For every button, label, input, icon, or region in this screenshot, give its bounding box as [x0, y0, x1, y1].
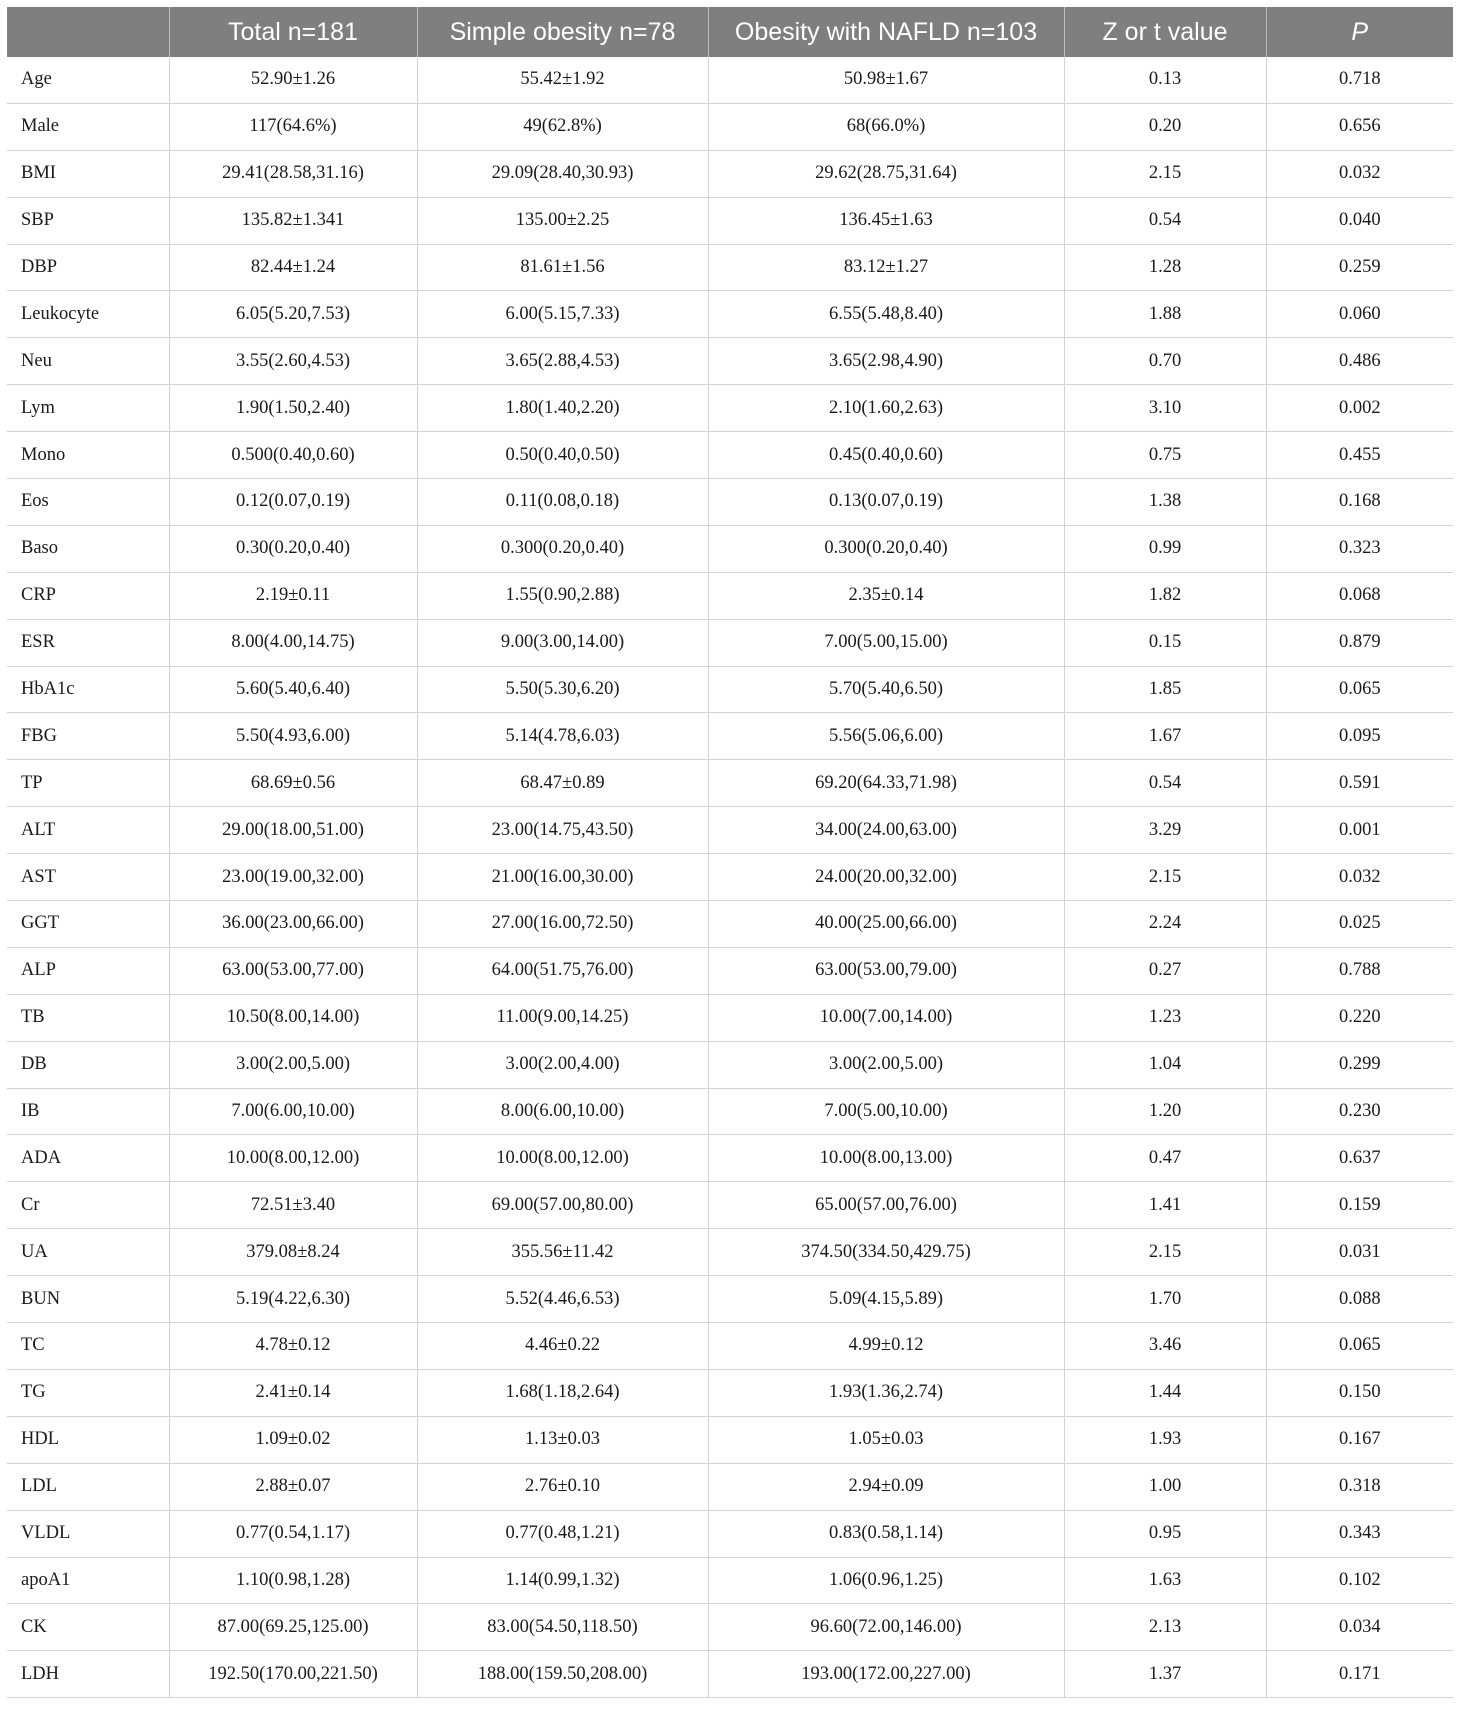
- cell-z-or-t-value: 1.28: [1064, 244, 1266, 291]
- cell-p-value: 0.230: [1266, 1088, 1453, 1135]
- table-row: [7, 572, 1453, 619]
- cell-variable: GGT: [7, 901, 169, 948]
- cell-p-value: 0.323: [1266, 525, 1453, 572]
- cell-z-or-t-value: 2.15: [1064, 854, 1266, 901]
- cell-obesity-nafld: 0.13(0.07,0.19): [708, 479, 1064, 526]
- cell-variable: SBP: [7, 197, 169, 244]
- table-row: [7, 338, 1453, 385]
- clinical-characteristics-table: [7, 7, 1453, 1698]
- cell-variable: UA: [7, 1229, 169, 1276]
- cell-variable: BMI: [7, 150, 169, 197]
- cell-variable: Male: [7, 103, 169, 150]
- cell-variable: Neu: [7, 338, 169, 385]
- table-row: [7, 1604, 1453, 1651]
- cell-p-value: 0.025: [1266, 901, 1453, 948]
- table-row: [7, 713, 1453, 760]
- cell-z-or-t-value: 1.67: [1064, 713, 1266, 760]
- table-row: [7, 150, 1453, 197]
- cell-simple-obesity: 5.52(4.46,6.53): [417, 1276, 708, 1323]
- cell-p-value: 0.591: [1266, 760, 1453, 807]
- cell-obesity-nafld: 7.00(5.00,15.00): [708, 619, 1064, 666]
- table-row: [7, 1088, 1453, 1135]
- header-variable: [7, 7, 169, 57]
- cell-total: 8.00(4.00,14.75): [169, 619, 417, 666]
- cell-simple-obesity: 29.09(28.40,30.93): [417, 150, 708, 197]
- cell-simple-obesity: 49(62.8%): [417, 103, 708, 150]
- header-total: Total n=181: [169, 7, 417, 57]
- cell-simple-obesity: 23.00(14.75,43.50): [417, 807, 708, 854]
- cell-obesity-nafld: 68(66.0%): [708, 103, 1064, 150]
- cell-total: 4.78±0.12: [169, 1323, 417, 1370]
- cell-z-or-t-value: 1.04: [1064, 1041, 1266, 1088]
- cell-simple-obesity: 2.76±0.10: [417, 1463, 708, 1510]
- cell-total: 0.30(0.20,0.40): [169, 525, 417, 572]
- table-row: [7, 291, 1453, 338]
- cell-p-value: 0.032: [1266, 854, 1453, 901]
- cell-total: 23.00(19.00,32.00): [169, 854, 417, 901]
- cell-obesity-nafld: 10.00(8.00,13.00): [708, 1135, 1064, 1182]
- cell-obesity-nafld: 7.00(5.00,10.00): [708, 1088, 1064, 1135]
- cell-obesity-nafld: 96.60(72.00,146.00): [708, 1604, 1064, 1651]
- cell-z-or-t-value: 0.95: [1064, 1510, 1266, 1557]
- cell-obesity-nafld: 0.45(0.40,0.60): [708, 432, 1064, 479]
- cell-obesity-nafld: 3.65(2.98,4.90): [708, 338, 1064, 385]
- cell-p-value: 0.259: [1266, 244, 1453, 291]
- cell-p-value: 0.001: [1266, 807, 1453, 854]
- cell-simple-obesity: 8.00(6.00,10.00): [417, 1088, 708, 1135]
- cell-obesity-nafld: 50.98±1.67: [708, 57, 1064, 103]
- cell-simple-obesity: 1.14(0.99,1.32): [417, 1557, 708, 1604]
- cell-total: 0.77(0.54,1.17): [169, 1510, 417, 1557]
- table-row: [7, 244, 1453, 291]
- cell-obesity-nafld: 34.00(24.00,63.00): [708, 807, 1064, 854]
- cell-obesity-nafld: 2.94±0.09: [708, 1463, 1064, 1510]
- cell-obesity-nafld: 374.50(334.50,429.75): [708, 1229, 1064, 1276]
- cell-variable: TC: [7, 1323, 169, 1370]
- table-row: [7, 525, 1453, 572]
- cell-obesity-nafld: 1.06(0.96,1.25): [708, 1557, 1064, 1604]
- cell-simple-obesity: 0.50(0.40,0.50): [417, 432, 708, 479]
- cell-simple-obesity: 135.00±2.25: [417, 197, 708, 244]
- cell-z-or-t-value: 2.13: [1064, 1604, 1266, 1651]
- cell-simple-obesity: 11.00(9.00,14.25): [417, 994, 708, 1041]
- cell-z-or-t-value: 1.85: [1064, 666, 1266, 713]
- table-row: [7, 1416, 1453, 1463]
- cell-total: 29.00(18.00,51.00): [169, 807, 417, 854]
- cell-obesity-nafld: 2.35±0.14: [708, 572, 1064, 619]
- cell-p-value: 0.171: [1266, 1651, 1453, 1698]
- table-row: [7, 666, 1453, 713]
- table-row: [7, 103, 1453, 150]
- cell-obesity-nafld: 65.00(57.00,76.00): [708, 1182, 1064, 1229]
- cell-obesity-nafld: 0.300(0.20,0.40): [708, 525, 1064, 572]
- cell-variable: ESR: [7, 619, 169, 666]
- cell-obesity-nafld: 29.62(28.75,31.64): [708, 150, 1064, 197]
- cell-obesity-nafld: 10.00(7.00,14.00): [708, 994, 1064, 1041]
- cell-z-or-t-value: 1.70: [1064, 1276, 1266, 1323]
- cell-p-value: 0.150: [1266, 1369, 1453, 1416]
- cell-z-or-t-value: 1.41: [1064, 1182, 1266, 1229]
- cell-simple-obesity: 9.00(3.00,14.00): [417, 619, 708, 666]
- cell-variable: Eos: [7, 479, 169, 526]
- table-row: [7, 1463, 1453, 1510]
- table-row: [7, 57, 1453, 103]
- cell-variable: DBP: [7, 244, 169, 291]
- cell-p-value: 0.088: [1266, 1276, 1453, 1323]
- cell-p-value: 0.040: [1266, 197, 1453, 244]
- cell-variable: CRP: [7, 572, 169, 619]
- cell-simple-obesity: 55.42±1.92: [417, 57, 708, 103]
- table-row: [7, 1229, 1453, 1276]
- table-row: [7, 1323, 1453, 1370]
- cell-p-value: 0.167: [1266, 1416, 1453, 1463]
- cell-p-value: 0.031: [1266, 1229, 1453, 1276]
- cell-z-or-t-value: 1.88: [1064, 291, 1266, 338]
- table-row: [7, 479, 1453, 526]
- cell-z-or-t-value: 1.38: [1064, 479, 1266, 526]
- cell-total: 192.50(170.00,221.50): [169, 1651, 417, 1698]
- cell-p-value: 0.343: [1266, 1510, 1453, 1557]
- cell-variable: ADA: [7, 1135, 169, 1182]
- cell-total: 68.69±0.56: [169, 760, 417, 807]
- cell-total: 52.90±1.26: [169, 57, 417, 103]
- cell-p-value: 0.034: [1266, 1604, 1453, 1651]
- cell-total: 1.10(0.98,1.28): [169, 1557, 417, 1604]
- cell-variable: ALP: [7, 947, 169, 994]
- header-row: [7, 7, 1453, 57]
- cell-z-or-t-value: 1.63: [1064, 1557, 1266, 1604]
- cell-total: 1.90(1.50,2.40): [169, 385, 417, 432]
- cell-p-value: 0.068: [1266, 572, 1453, 619]
- cell-variable: LDL: [7, 1463, 169, 1510]
- cell-p-value: 0.102: [1266, 1557, 1453, 1604]
- cell-simple-obesity: 3.65(2.88,4.53): [417, 338, 708, 385]
- cell-obesity-nafld: 40.00(25.00,66.00): [708, 901, 1064, 948]
- cell-simple-obesity: 1.55(0.90,2.88): [417, 572, 708, 619]
- cell-total: 3.55(2.60,4.53): [169, 338, 417, 385]
- cell-z-or-t-value: 0.13: [1064, 57, 1266, 103]
- cell-variable: ALT: [7, 807, 169, 854]
- table-row: [7, 1651, 1453, 1698]
- cell-z-or-t-value: 0.54: [1064, 760, 1266, 807]
- table-row: [7, 760, 1453, 807]
- cell-total: 2.88±0.07: [169, 1463, 417, 1510]
- header-z-or-t-value: Z or t value: [1064, 7, 1266, 57]
- cell-total: 63.00(53.00,77.00): [169, 947, 417, 994]
- cell-z-or-t-value: 0.20: [1064, 103, 1266, 150]
- cell-z-or-t-value: 0.54: [1064, 197, 1266, 244]
- cell-total: 135.82±1.341: [169, 197, 417, 244]
- cell-obesity-nafld: 0.83(0.58,1.14): [708, 1510, 1064, 1557]
- cell-p-value: 0.002: [1266, 385, 1453, 432]
- cell-p-value: 0.637: [1266, 1135, 1453, 1182]
- cell-simple-obesity: 68.47±0.89: [417, 760, 708, 807]
- cell-total: 117(64.6%): [169, 103, 417, 150]
- cell-p-value: 0.095: [1266, 713, 1453, 760]
- cell-obesity-nafld: 63.00(53.00,79.00): [708, 947, 1064, 994]
- cell-obesity-nafld: 1.05±0.03: [708, 1416, 1064, 1463]
- cell-z-or-t-value: 1.00: [1064, 1463, 1266, 1510]
- cell-total: 7.00(6.00,10.00): [169, 1088, 417, 1135]
- cell-total: 1.09±0.02: [169, 1416, 417, 1463]
- cell-p-value: 0.656: [1266, 103, 1453, 150]
- cell-total: 2.41±0.14: [169, 1369, 417, 1416]
- cell-z-or-t-value: 2.24: [1064, 901, 1266, 948]
- cell-z-or-t-value: 0.47: [1064, 1135, 1266, 1182]
- table-row: [7, 1041, 1453, 1088]
- cell-p-value: 0.220: [1266, 994, 1453, 1041]
- cell-total: 3.00(2.00,5.00): [169, 1041, 417, 1088]
- table-row: [7, 901, 1453, 948]
- cell-obesity-nafld: 69.20(64.33,71.98): [708, 760, 1064, 807]
- cell-z-or-t-value: 0.75: [1064, 432, 1266, 479]
- cell-total: 82.44±1.24: [169, 244, 417, 291]
- cell-total: 5.19(4.22,6.30): [169, 1276, 417, 1323]
- cell-simple-obesity: 188.00(159.50,208.00): [417, 1651, 708, 1698]
- cell-obesity-nafld: 5.70(5.40,6.50): [708, 666, 1064, 713]
- cell-variable: Cr: [7, 1182, 169, 1229]
- cell-simple-obesity: 27.00(16.00,72.50): [417, 901, 708, 948]
- table-row: [7, 385, 1453, 432]
- cell-z-or-t-value: 0.99: [1064, 525, 1266, 572]
- cell-p-value: 0.299: [1266, 1041, 1453, 1088]
- cell-simple-obesity: 81.61±1.56: [417, 244, 708, 291]
- cell-total: 29.41(28.58,31.16): [169, 150, 417, 197]
- cell-z-or-t-value: 1.44: [1064, 1369, 1266, 1416]
- cell-obesity-nafld: 4.99±0.12: [708, 1323, 1064, 1370]
- cell-variable: DB: [7, 1041, 169, 1088]
- cell-p-value: 0.455: [1266, 432, 1453, 479]
- cell-simple-obesity: 5.50(5.30,6.20): [417, 666, 708, 713]
- cell-variable: IB: [7, 1088, 169, 1135]
- cell-obesity-nafld: 6.55(5.48,8.40): [708, 291, 1064, 338]
- cell-simple-obesity: 5.14(4.78,6.03): [417, 713, 708, 760]
- table-body: [7, 57, 1453, 1698]
- header-simple-obesity: Simple obesity n=78: [417, 7, 708, 57]
- cell-obesity-nafld: 1.93(1.36,2.74): [708, 1369, 1064, 1416]
- cell-z-or-t-value: 1.93: [1064, 1416, 1266, 1463]
- cell-z-or-t-value: 1.23: [1064, 994, 1266, 1041]
- cell-z-or-t-value: 0.27: [1064, 947, 1266, 994]
- cell-simple-obesity: 0.300(0.20,0.40): [417, 525, 708, 572]
- cell-z-or-t-value: 1.20: [1064, 1088, 1266, 1135]
- cell-z-or-t-value: 0.70: [1064, 338, 1266, 385]
- cell-p-value: 0.159: [1266, 1182, 1453, 1229]
- cell-simple-obesity: 64.00(51.75,76.00): [417, 947, 708, 994]
- cell-p-value: 0.065: [1266, 1323, 1453, 1370]
- cell-p-value: 0.032: [1266, 150, 1453, 197]
- cell-total: 379.08±8.24: [169, 1229, 417, 1276]
- table-row: [7, 807, 1453, 854]
- cell-obesity-nafld: 83.12±1.27: [708, 244, 1064, 291]
- cell-obesity-nafld: 2.10(1.60,2.63): [708, 385, 1064, 432]
- cell-z-or-t-value: 2.15: [1064, 150, 1266, 197]
- cell-total: 6.05(5.20,7.53): [169, 291, 417, 338]
- cell-total: 5.60(5.40,6.40): [169, 666, 417, 713]
- header-obesity-nafld: Obesity with NAFLD n=103: [708, 7, 1064, 57]
- cell-total: 87.00(69.25,125.00): [169, 1604, 417, 1651]
- cell-simple-obesity: 1.68(1.18,2.64): [417, 1369, 708, 1416]
- table-row: [7, 1557, 1453, 1604]
- cell-total: 10.50(8.00,14.00): [169, 994, 417, 1041]
- cell-p-value: 0.879: [1266, 619, 1453, 666]
- cell-variable: Lym: [7, 385, 169, 432]
- cell-variable: FBG: [7, 713, 169, 760]
- cell-obesity-nafld: 5.09(4.15,5.89): [708, 1276, 1064, 1323]
- header-p-value: P: [1266, 7, 1453, 57]
- cell-variable: VLDL: [7, 1510, 169, 1557]
- cell-obesity-nafld: 136.45±1.63: [708, 197, 1064, 244]
- table-row: [7, 1182, 1453, 1229]
- cell-variable: TP: [7, 760, 169, 807]
- cell-p-value: 0.168: [1266, 479, 1453, 526]
- cell-total: 0.500(0.40,0.60): [169, 432, 417, 479]
- table-row: [7, 197, 1453, 244]
- cell-z-or-t-value: 1.37: [1064, 1651, 1266, 1698]
- cell-p-value: 0.718: [1266, 57, 1453, 103]
- cell-variable: TG: [7, 1369, 169, 1416]
- cell-variable: BUN: [7, 1276, 169, 1323]
- cell-obesity-nafld: 193.00(172.00,227.00): [708, 1651, 1064, 1698]
- cell-simple-obesity: 1.13±0.03: [417, 1416, 708, 1463]
- cell-total: 72.51±3.40: [169, 1182, 417, 1229]
- table-header: [7, 7, 1453, 57]
- cell-simple-obesity: 3.00(2.00,4.00): [417, 1041, 708, 1088]
- cell-simple-obesity: 10.00(8.00,12.00): [417, 1135, 708, 1182]
- cell-obesity-nafld: 3.00(2.00,5.00): [708, 1041, 1064, 1088]
- cell-variable: HDL: [7, 1416, 169, 1463]
- table-row: [7, 1510, 1453, 1557]
- table-row: [7, 1369, 1453, 1416]
- cell-total: 5.50(4.93,6.00): [169, 713, 417, 760]
- cell-simple-obesity: 6.00(5.15,7.33): [417, 291, 708, 338]
- cell-p-value: 0.788: [1266, 947, 1453, 994]
- cell-obesity-nafld: 5.56(5.06,6.00): [708, 713, 1064, 760]
- cell-simple-obesity: 4.46±0.22: [417, 1323, 708, 1370]
- table-row: [7, 854, 1453, 901]
- table-row: [7, 1135, 1453, 1182]
- table-row: [7, 619, 1453, 666]
- cell-variable: Age: [7, 57, 169, 103]
- cell-total: 0.12(0.07,0.19): [169, 479, 417, 526]
- cell-variable: Leukocyte: [7, 291, 169, 338]
- cell-z-or-t-value: 0.15: [1064, 619, 1266, 666]
- cell-variable: HbA1c: [7, 666, 169, 713]
- cell-variable: CK: [7, 1604, 169, 1651]
- table-row: [7, 432, 1453, 479]
- cell-simple-obesity: 0.77(0.48,1.21): [417, 1510, 708, 1557]
- cell-simple-obesity: 21.00(16.00,30.00): [417, 854, 708, 901]
- cell-simple-obesity: 69.00(57.00,80.00): [417, 1182, 708, 1229]
- cell-z-or-t-value: 3.29: [1064, 807, 1266, 854]
- cell-total: 2.19±0.11: [169, 572, 417, 619]
- cell-p-value: 0.318: [1266, 1463, 1453, 1510]
- cell-variable: Baso: [7, 525, 169, 572]
- cell-z-or-t-value: 1.82: [1064, 572, 1266, 619]
- cell-variable: LDH: [7, 1651, 169, 1698]
- cell-obesity-nafld: 24.00(20.00,32.00): [708, 854, 1064, 901]
- cell-z-or-t-value: 3.46: [1064, 1323, 1266, 1370]
- cell-variable: TB: [7, 994, 169, 1041]
- cell-simple-obesity: 0.11(0.08,0.18): [417, 479, 708, 526]
- cell-variable: Mono: [7, 432, 169, 479]
- cell-p-value: 0.065: [1266, 666, 1453, 713]
- table-row: [7, 994, 1453, 1041]
- cell-simple-obesity: 355.56±11.42: [417, 1229, 708, 1276]
- cell-simple-obesity: 1.80(1.40,2.20): [417, 385, 708, 432]
- table-row: [7, 1276, 1453, 1323]
- cell-z-or-t-value: 2.15: [1064, 1229, 1266, 1276]
- cell-variable: AST: [7, 854, 169, 901]
- cell-p-value: 0.486: [1266, 338, 1453, 385]
- table-row: [7, 947, 1453, 994]
- cell-total: 10.00(8.00,12.00): [169, 1135, 417, 1182]
- cell-z-or-t-value: 3.10: [1064, 385, 1266, 432]
- cell-variable: apoA1: [7, 1557, 169, 1604]
- cell-simple-obesity: 83.00(54.50,118.50): [417, 1604, 708, 1651]
- cell-total: 36.00(23.00,66.00): [169, 901, 417, 948]
- cell-p-value: 0.060: [1266, 291, 1453, 338]
